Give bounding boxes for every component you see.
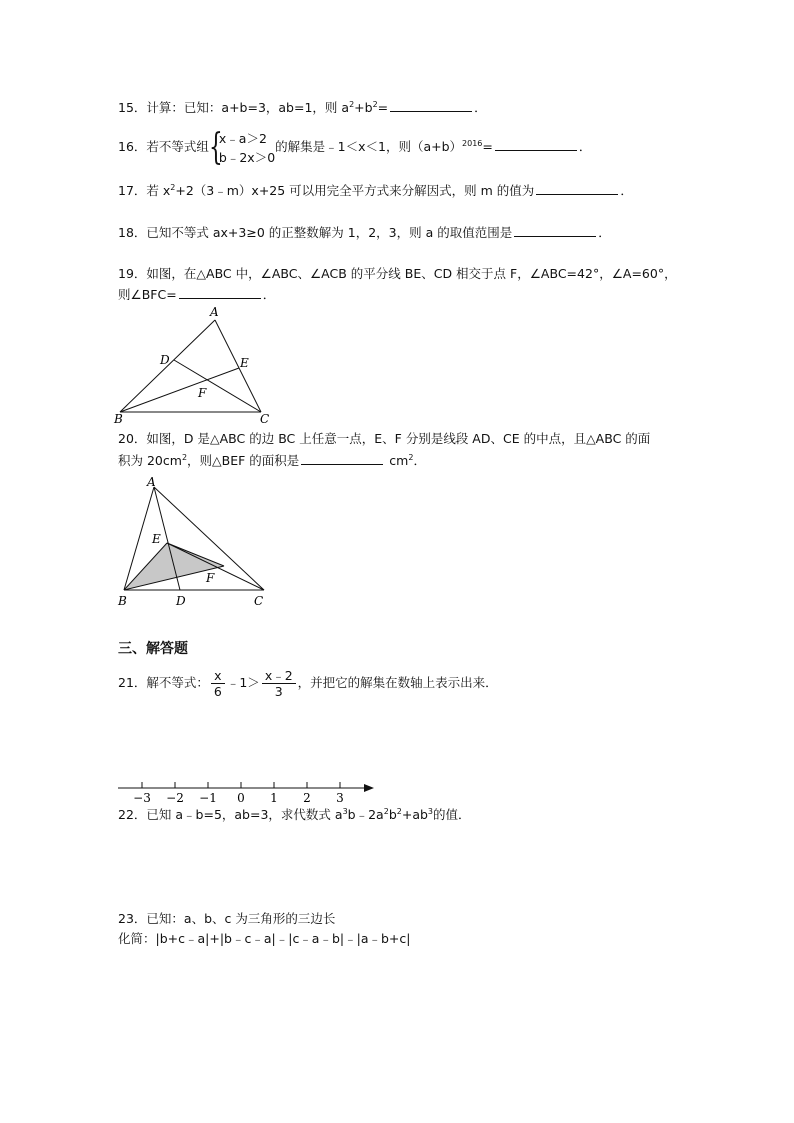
question-19-line-2 — [118, 285, 275, 304]
tick-label: 0 — [237, 791, 245, 805]
q16-text: 16．若不等式组 — [118, 139, 209, 154]
q16-sup: 2016 — [462, 139, 483, 148]
question-17 — [118, 181, 633, 200]
q23-text: 23．已知：a、b、c 为三角形的三边长 — [118, 911, 336, 926]
q22-sup: 3 — [427, 807, 434, 816]
question-19-line-1 — [118, 265, 677, 283]
system-line-2: b﹣2x＞0 — [218, 149, 276, 165]
label-c: C — [254, 594, 264, 608]
q23-expression: 化简：|b+c﹣a|+|b﹣c﹣a|﹣|c﹣a﹣b|﹣|a﹣b+c| — [118, 931, 411, 946]
q22-sup: 2 — [396, 807, 402, 816]
q22-text-3: b — [388, 807, 397, 822]
label-f: F — [198, 386, 207, 400]
question-16 — [118, 128, 591, 167]
q19-end: ． — [262, 287, 276, 302]
q20-unit-sup: 2 — [408, 453, 414, 462]
label-e: E — [240, 356, 249, 370]
label-b: B — [118, 594, 127, 608]
question-21 — [118, 666, 498, 700]
q15-eq: = — [377, 100, 389, 115]
q16-text-mid: 的解集是﹣1＜x＜1，则（a+b） — [275, 139, 463, 154]
question-20-line-1 — [118, 430, 650, 448]
q22-text: 22．已知 a﹣b=5，ab=3，求代数式 a — [118, 807, 343, 822]
section-heading: 三、解答题 — [118, 641, 188, 657]
q21-text-mid: ﹣1＞ — [226, 675, 260, 690]
label-a: A — [210, 305, 219, 319]
q16-end: ． — [578, 139, 592, 154]
q18-end: ． — [598, 225, 611, 240]
number-line — [116, 778, 378, 808]
tick-label: −2 — [166, 791, 184, 805]
arrow-right-icon — [364, 784, 374, 792]
frac-numerator: x — [211, 668, 224, 684]
question-23-line-1 — [118, 910, 335, 928]
q22-text-4: +ab — [401, 807, 428, 822]
label-f: F — [206, 571, 215, 585]
q20-text-mid: ，则△BEF 的面积是 — [187, 453, 300, 468]
question-15 — [118, 98, 487, 117]
frac-denominator: 3 — [274, 684, 283, 699]
question-23-line-2 — [118, 930, 410, 948]
answer-blank[interactable] — [301, 451, 383, 465]
label-c: C — [260, 412, 270, 426]
system-line-1: x﹣a＞2 — [218, 130, 267, 146]
tick-label: 2 — [303, 791, 311, 805]
answer-blank[interactable] — [514, 223, 596, 237]
label-d: D — [160, 353, 170, 367]
q15-text: 15．计算：已知：a+b=3，ab=1，则 a — [118, 100, 350, 115]
fraction-x-over-6 — [211, 668, 225, 699]
q20-text: 20．如图，D 是△ABC 的边 BC 上任意一点，E、F 分别是线段 AD、CE 的中点，且△ABC 的面 — [118, 431, 651, 446]
label-d: D — [176, 594, 186, 608]
q22-text-2: b﹣2a — [347, 807, 384, 822]
question-18 — [118, 223, 611, 242]
q19-text-2: 则∠BFC= — [118, 287, 177, 302]
inequality-system — [208, 126, 276, 168]
q15-sup: 2 — [349, 100, 355, 109]
q19-text: 19．如图，在△ABC 中，∠ABC、∠ACB 的平分线 BE、CD 相交于点 F，∠ABC=42°，∠A=60°， — [118, 266, 677, 281]
question-22 — [118, 806, 471, 824]
tick-label: −3 — [133, 791, 151, 805]
q17-sup: 2 — [170, 183, 176, 192]
q20-unit: cm — [389, 453, 409, 468]
tick-label: −1 — [199, 791, 217, 805]
frac-denominator: 6 — [213, 684, 222, 699]
q22-end: 的值． — [433, 807, 471, 822]
brace-icon: { — [208, 126, 223, 168]
q17-end: ． — [620, 183, 633, 198]
q16-eq: = — [482, 139, 493, 154]
q15-end: ． — [474, 100, 487, 115]
q17-text: 17．若 x — [118, 183, 171, 198]
tick-label: 3 — [336, 791, 344, 805]
answer-blank[interactable] — [390, 98, 472, 112]
q17-text-rest: +2（3﹣m）x+25 可以用完全平方式来分解因式，则 m 的值为 — [175, 183, 535, 198]
q21-end: ，并把它的解集在数轴上表示出来． — [297, 675, 498, 690]
answer-blank[interactable] — [179, 285, 261, 299]
q22-sup: 3 — [342, 807, 348, 816]
tick-label: 1 — [270, 791, 278, 805]
q15-text-mid: +b — [354, 100, 373, 115]
q20-sup: 2 — [181, 453, 188, 462]
label-e: E — [152, 532, 161, 546]
answer-blank[interactable] — [536, 181, 618, 195]
frac-numerator: x﹣2 — [262, 668, 296, 684]
q20-end: ． — [413, 453, 426, 468]
q15-sup2: 2 — [372, 100, 378, 109]
q21-text: 21．解不等式： — [118, 675, 209, 690]
answer-blank[interactable] — [495, 137, 577, 151]
triangle-figure-19 — [112, 305, 282, 427]
bisector-be — [120, 368, 239, 412]
q18-text: 18．已知不等式 ax+3≥0 的正整数解为 1，2，3，则 a 的取值范围是 — [118, 225, 513, 240]
fraction-x-minus-2-over-3 — [262, 668, 296, 699]
label-a: A — [147, 475, 156, 489]
q22-sup: 2 — [383, 807, 389, 816]
label-b: B — [114, 412, 123, 426]
question-20-line-2 — [118, 451, 426, 470]
triangle-figure-20 — [112, 475, 272, 611]
q20-text-2: 积为 20cm — [118, 453, 182, 468]
